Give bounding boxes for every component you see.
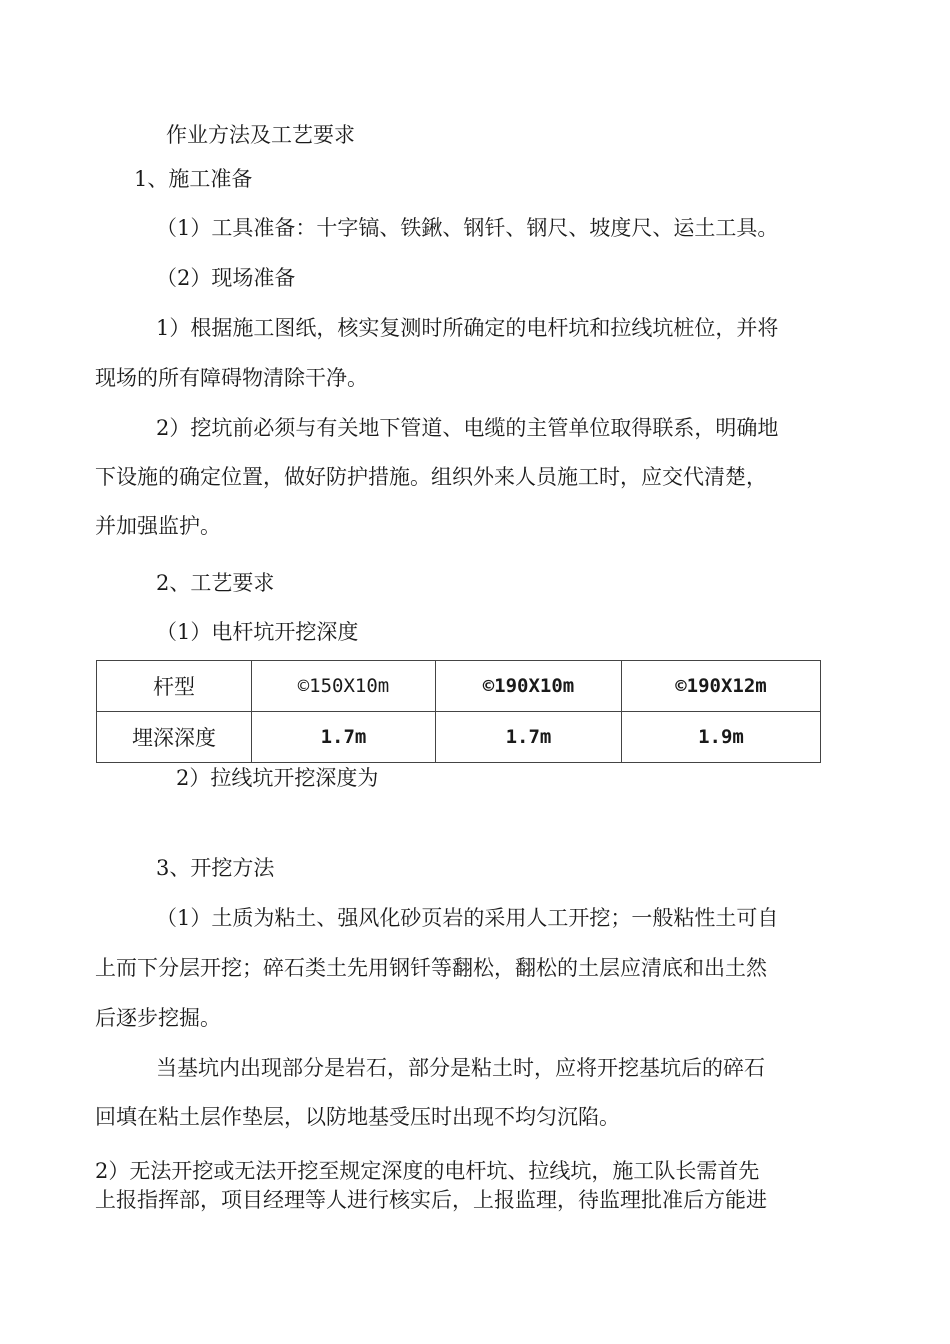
paragraph-line: 现场的所有障碍物清除干净。 xyxy=(95,366,368,390)
table-cell: 1.9m xyxy=(622,712,821,763)
paragraph-line: 当基坑内出现部分是岩石，部分是粘土时，应将开挖基坑后的碎石 xyxy=(156,1056,765,1080)
site-prep-heading: （2）现场准备 xyxy=(156,266,296,290)
table-cell: ©150X10m xyxy=(252,661,436,712)
heading-process-requirements: 2、工艺要求 xyxy=(156,571,275,595)
stay-pit-depth-heading: 2）拉线坑开挖深度为 xyxy=(176,766,379,790)
table-cell: 杆型 xyxy=(97,661,252,712)
section-title: 作业方法及工艺要求 xyxy=(166,123,355,147)
heading-excavation-method: 3、开挖方法 xyxy=(156,856,275,880)
paragraph-line: 后逐步挖掘。 xyxy=(95,1006,221,1030)
paragraph-line: 下设施的确定位置，做好防护措施。组织外来人员施工时，应交代清楚， xyxy=(95,465,767,489)
paragraph-line: 上报指挥部，项目经理等人进行核实后，上报监理，待监理批准后方能进 xyxy=(95,1188,767,1212)
depth-table xyxy=(96,660,821,763)
paragraph-line: 回填在粘土层作垫层，以防地基受压时出现不均匀沉陷。 xyxy=(95,1105,620,1129)
paragraph-line: 2）挖坑前必须与有关地下管道、电缆的主管单位取得联系，明确地 xyxy=(156,416,779,440)
paragraph-line: 上而下分层开挖；碎石类土先用钢钎等翻松，翻松的土层应清底和出土然 xyxy=(95,956,767,980)
paragraph-line: （1）土质为粘土、强风化砂页岩的采用人工开挖；一般粘性土可自 xyxy=(156,906,779,930)
table-cell: 1.7m xyxy=(252,712,436,763)
table-row xyxy=(97,712,821,763)
paragraph-line: 并加强监护。 xyxy=(95,514,221,538)
paragraph-line: 2）无法开挖或无法开挖至规定深度的电杆坑、拉线坑，施工队长需首先 xyxy=(95,1159,760,1183)
table-cell: ©190X10m xyxy=(436,661,622,712)
heading-construction-prep: 1、施工准备 xyxy=(134,167,253,191)
table-cell: ©190X12m xyxy=(622,661,821,712)
table-row xyxy=(97,661,821,712)
pole-pit-depth-heading: （1）电杆坑开挖深度 xyxy=(156,620,359,644)
paragraph-line: 1）根据施工图纸，核实复测时所确定的电杆坑和拉线坑桩位，并将 xyxy=(156,316,779,340)
tool-prep-line: （1）工具准备：十字镐、铁鍬、钢钎、钢尺、坡度尺、运土工具。 xyxy=(156,216,779,240)
table-cell: 埋深深度 xyxy=(97,712,252,763)
table-cell: 1.7m xyxy=(436,712,622,763)
